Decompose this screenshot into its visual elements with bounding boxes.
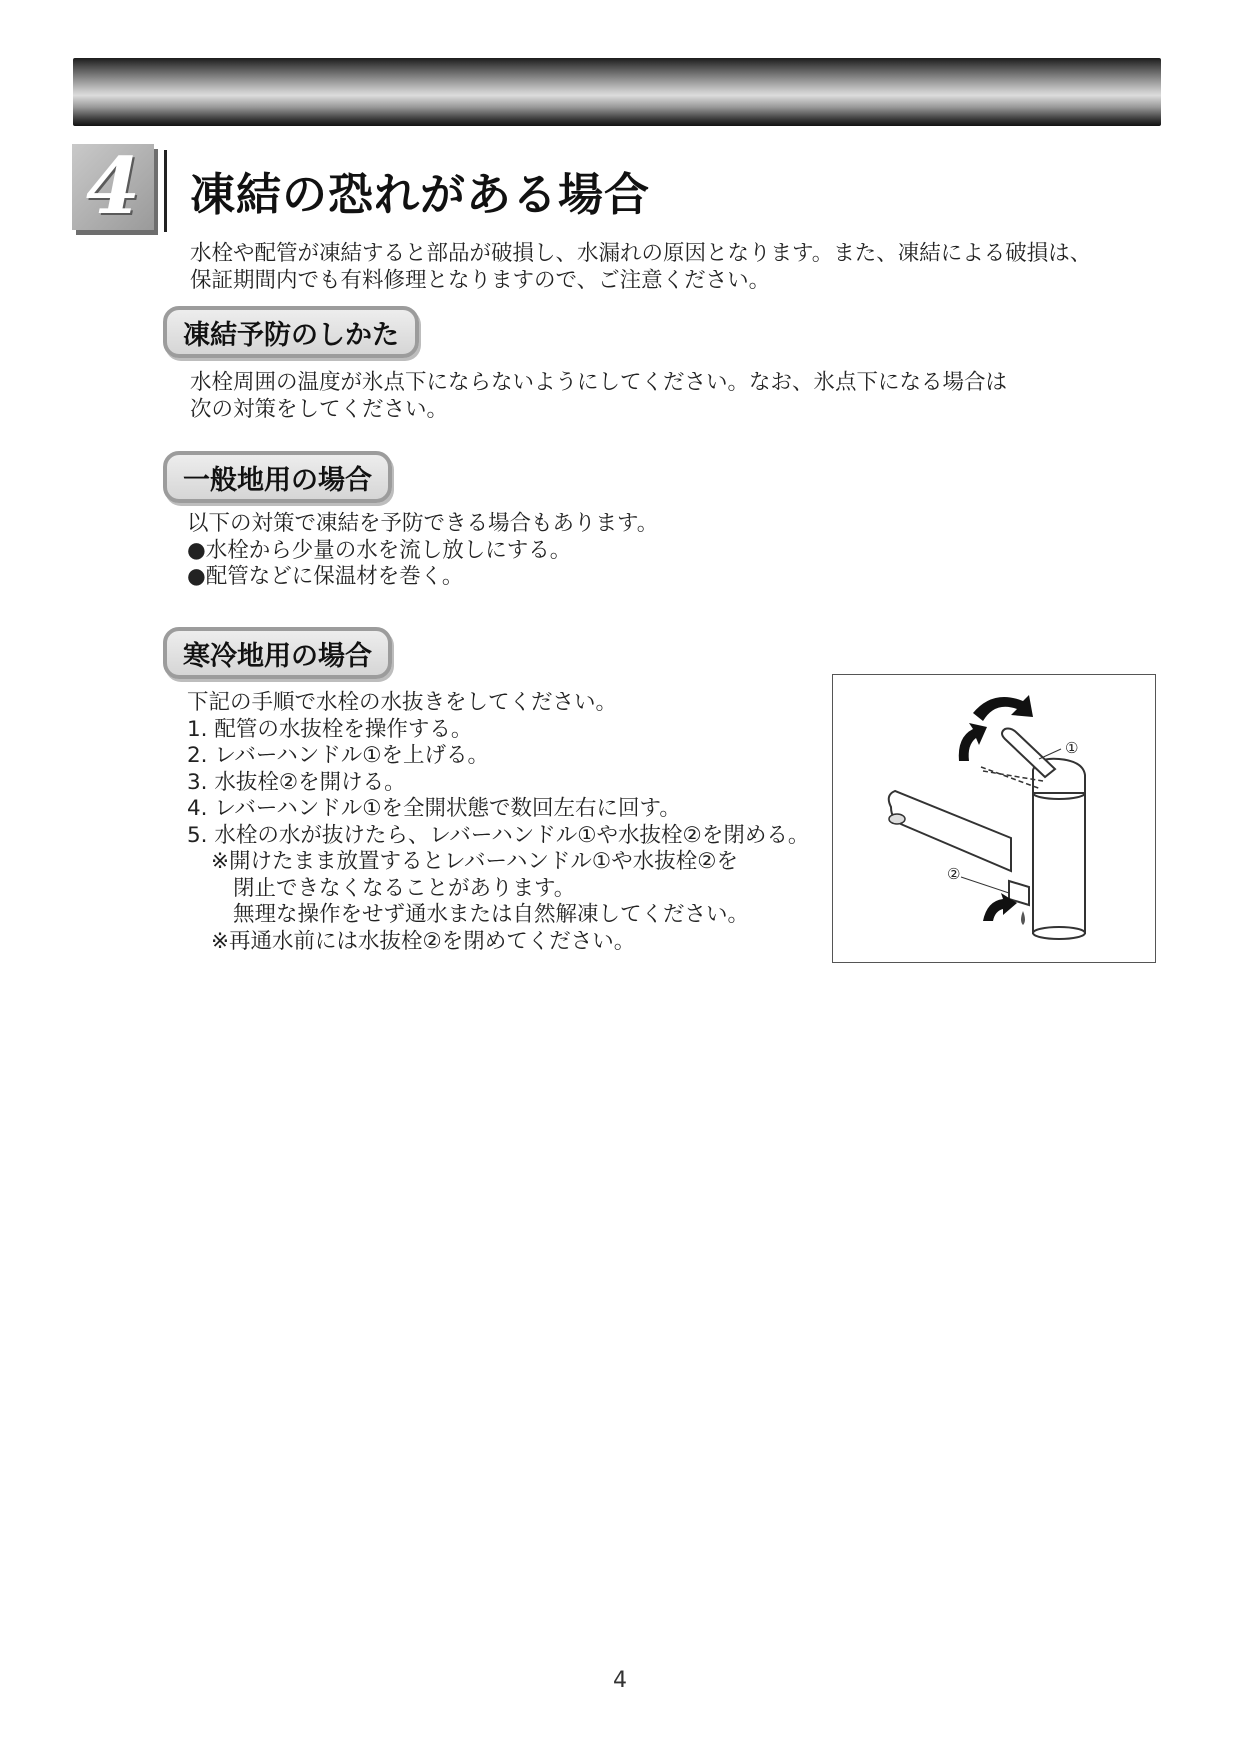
cold-area-step-2: 2. レバーハンドル①を上げる。 xyxy=(187,743,490,768)
drain-leader-line xyxy=(961,877,1009,893)
prevention-line-2: 次の対策をしてください。 xyxy=(190,397,449,422)
cold-area-intro: 下記の手順で水栓の水抜きをしてください。 xyxy=(187,690,618,715)
spout-nozzle xyxy=(889,814,905,824)
header-bar xyxy=(73,58,1161,126)
general-area-intro: 以下の対策で凍結を予防できる場合もあります。 xyxy=(187,511,659,536)
cold-area-step-1: 1. 配管の水抜栓を操作する。 xyxy=(187,716,473,742)
general-area-list xyxy=(187,511,658,591)
faucet-body xyxy=(1033,793,1085,933)
cold-area-step-4: 4. レバーハンドル①を全開状態で数回左右に回す。 xyxy=(187,796,681,821)
drain-plug-label: ② xyxy=(947,865,961,883)
lift-arrow-icon xyxy=(959,723,987,761)
cold-area-heading: 寒冷地用の場合 xyxy=(163,627,392,679)
cold-area-note-1: ※開けたまま放置するとレバーハンドル①や水抜栓②を xyxy=(211,849,738,874)
title-divider xyxy=(164,150,167,232)
faucet-diagram xyxy=(833,675,1155,962)
page-title: 凍結の恐れがある場合 xyxy=(190,168,651,221)
faucet-illustration xyxy=(832,674,1156,963)
general-area-heading: 一般地用の場合 xyxy=(163,451,392,503)
lever-leader-line xyxy=(1039,749,1061,759)
cold-area-step-3: 3. 水抜栓②を開ける。 xyxy=(187,769,406,795)
cold-area-step-5: 5. 水栓の水が抜けたら、レバーハンドル①や水抜栓②を閉める。 xyxy=(187,822,810,848)
section-number-badge xyxy=(72,141,154,232)
water-drop-icon xyxy=(1021,911,1025,925)
prevention-heading: 凍結予防のしかた xyxy=(163,306,419,358)
page-number: 4 xyxy=(613,1668,627,1693)
general-area-bullet-2: ●配管などに保温材を巻く。 xyxy=(187,564,464,589)
cold-area-note-4: ※再通水前には水抜栓②を閉めてください。 xyxy=(211,928,636,954)
cold-area-list xyxy=(187,690,809,955)
intro-line-1: 水栓や配管が凍結すると部品が破損し、水漏れの原因となります。また、凍結による破損は、 xyxy=(190,241,1092,266)
lever-handle xyxy=(1002,729,1055,778)
intro-line-2: 保証期間内でも有料修理となりますので、ご注意ください。 xyxy=(190,268,771,293)
rotate-arrow-icon xyxy=(973,695,1033,721)
prevention-line-1: 水栓周囲の温度が氷点下にならないようにしてください。なお、氷点下になる場合は xyxy=(190,370,1008,395)
cold-area-note-3: 無理な操作をせず通水または自然解凍してください。 xyxy=(233,902,750,927)
faucet-base xyxy=(1033,927,1085,939)
cold-area-note-2: 閉止できなくなることがあります。 xyxy=(233,875,576,901)
general-area-bullet-1: ●水栓から少量の水を流し放しにする。 xyxy=(187,537,572,563)
faucet-spout xyxy=(889,791,1011,871)
section-number: 4 xyxy=(85,141,141,232)
lever-label: ① xyxy=(1065,739,1079,757)
